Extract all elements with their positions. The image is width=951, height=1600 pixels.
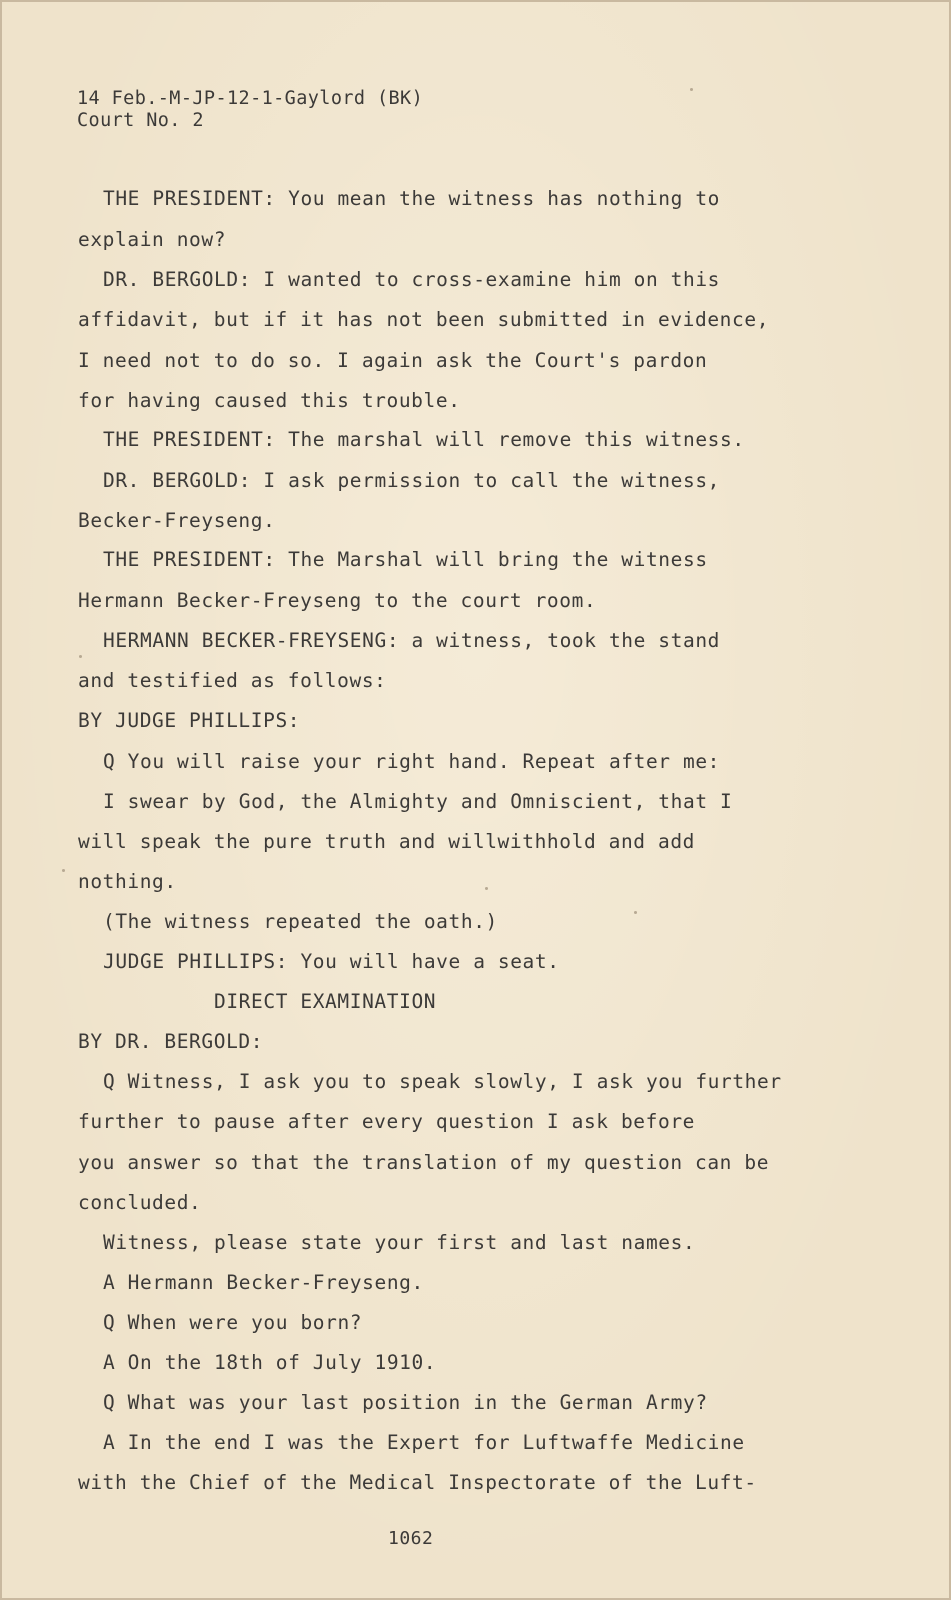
text-line: I need not to do so. I again ask the Court's pardon bbox=[78, 349, 708, 372]
text-line: with the Chief of the Medical Inspectorate of the Luft- bbox=[78, 1471, 757, 1494]
text-line: will speak the pure truth and willwithhold and add bbox=[78, 830, 695, 853]
text-line: further to pause after every question I ask before bbox=[78, 1110, 695, 1133]
text-line: Hermann Becker-Freyseng to the court room. bbox=[78, 589, 597, 612]
text-line: Witness, please state your first and last names. bbox=[103, 1231, 696, 1254]
text-line: Q You will raise your right hand. Repeat after me: bbox=[103, 750, 720, 773]
text-line: and testified as follows: bbox=[78, 669, 387, 692]
text-line: BY DR. BERGOLD: bbox=[78, 1030, 264, 1053]
text-line: nothing. bbox=[78, 870, 177, 893]
text-line: BY JUDGE PHILLIPS: bbox=[78, 709, 301, 732]
text-line: for having caused this trouble. bbox=[78, 389, 461, 412]
section-heading: DIRECT EXAMINATION bbox=[214, 990, 437, 1013]
text-line: THE PRESIDENT: You mean the witness has nothing to bbox=[103, 187, 720, 210]
header-line-2: Court No. 2 bbox=[77, 110, 204, 131]
header-line-1: 14 Feb.-M-JP-12-1-Gaylord (BK) bbox=[77, 88, 424, 109]
text-line: THE PRESIDENT: The Marshal will bring the witness bbox=[103, 548, 708, 571]
text-line: concluded. bbox=[78, 1191, 202, 1214]
text-line: A On the 18th of July 1910. bbox=[103, 1351, 437, 1374]
text-line: you answer so that the translation of my question can be bbox=[78, 1151, 770, 1174]
text-line: (The witness repeated the oath.) bbox=[103, 910, 498, 933]
text-line: Q What was your last position in the German Army? bbox=[103, 1391, 708, 1414]
page-number: 1062 bbox=[388, 1528, 434, 1549]
paper-speck bbox=[485, 887, 488, 890]
text-line: affidavit, but if it has not been submitted in evidence, bbox=[78, 308, 770, 331]
paper-speck bbox=[690, 88, 693, 91]
text-line: JUDGE PHILLIPS: You will have a seat. bbox=[103, 950, 560, 973]
text-line: A In the end I was the Expert for Luftwaffe Medicine bbox=[103, 1431, 745, 1454]
text-line: HERMANN BECKER-FREYSENG: a witness, took the stand bbox=[103, 629, 720, 652]
paper-speck bbox=[634, 911, 637, 914]
text-line: explain now? bbox=[78, 228, 227, 251]
text-line: Becker-Freyseng. bbox=[78, 509, 276, 532]
text-line: I swear by God, the Almighty and Omniscient, that I bbox=[103, 790, 733, 813]
text-line: Q When were you born? bbox=[103, 1311, 363, 1334]
text-line: Q Witness, I ask you to speak slowly, I ask you further bbox=[103, 1070, 782, 1093]
text-line: DR. BERGOLD: I ask permission to call the witness, bbox=[103, 469, 720, 492]
text-line: A Hermann Becker-Freyseng. bbox=[103, 1271, 424, 1294]
paper-speck bbox=[79, 655, 82, 658]
paper-speck bbox=[62, 869, 65, 872]
text-line: THE PRESIDENT: The marshal will remove this witness. bbox=[103, 428, 745, 451]
text-line: DR. BERGOLD: I wanted to cross-examine him on this bbox=[103, 268, 720, 291]
